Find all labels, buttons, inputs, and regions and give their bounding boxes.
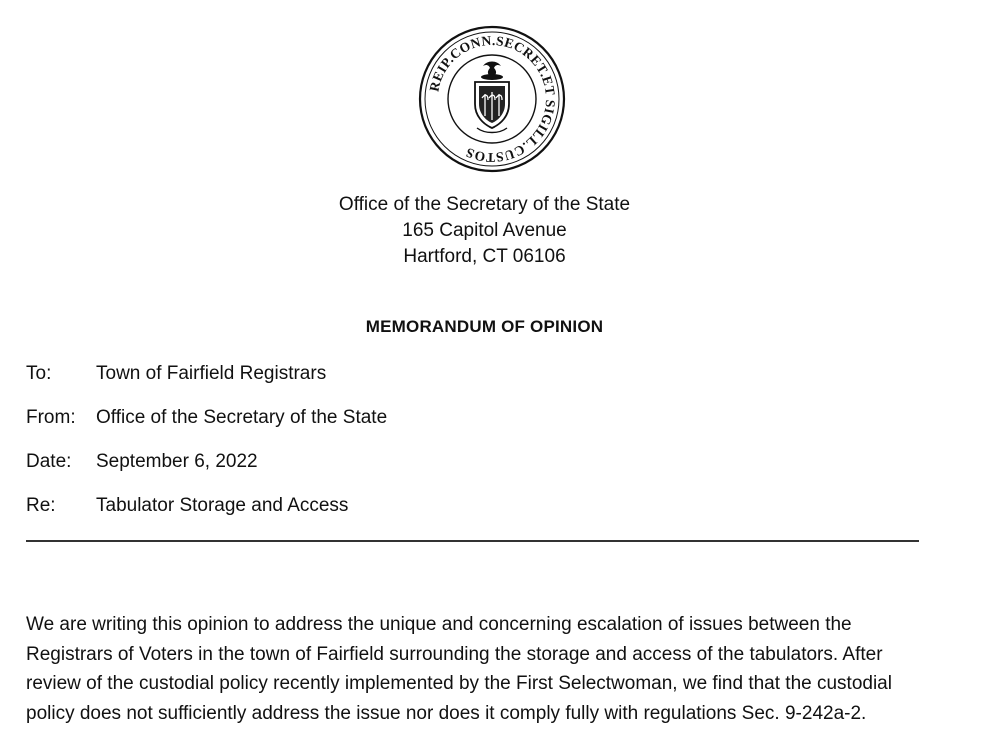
body-line: We are writing this opinion to address the unique and concerning escalation of issues between the xyxy=(26,614,852,635)
from-label: From: xyxy=(26,407,76,428)
header-divider xyxy=(26,540,919,542)
from-field xyxy=(26,406,387,430)
letterhead xyxy=(0,192,969,270)
to-label: To: xyxy=(26,363,52,384)
body-line: policy does not sufficiently address the issue nor does it comply fully with regulations Sec. 9-242a-2. xyxy=(26,702,867,724)
date-value: September 6, 2022 xyxy=(96,451,258,472)
date-field xyxy=(26,450,258,474)
to-field xyxy=(26,362,326,386)
re-label: Re: xyxy=(26,495,56,516)
city-address: Hartford, CT 06106 xyxy=(403,246,566,267)
body-line: Registrars of Voters in the town of Fairfield surrounding the storage and access of the tabulators. After xyxy=(26,643,883,665)
body-line: review of the custodial policy recently implemented by the First Selectwoman, we find that the custodial xyxy=(26,673,892,694)
state-seal-icon xyxy=(417,24,567,174)
re-field xyxy=(26,494,348,518)
to-value: Town of Fairfield Registrars xyxy=(96,363,327,384)
office-name: Office of the Secretary of the State xyxy=(338,194,631,215)
street-address: 165 Capitol Avenue xyxy=(402,220,567,241)
memo-title: MEMORANDUM OF OPINION xyxy=(365,317,604,336)
from-value: Office of the Secretary of the State xyxy=(96,407,388,428)
re-value: Tabulator Storage and Access xyxy=(96,495,349,516)
svg-text:REIP.CONN.SECRET.ET SIGILL.CUS: REIP.CONN.SECRET.ET SIGILL.CUSTOS xyxy=(426,32,559,166)
date-label: Date: xyxy=(26,451,72,472)
body-paragraph xyxy=(26,610,976,728)
